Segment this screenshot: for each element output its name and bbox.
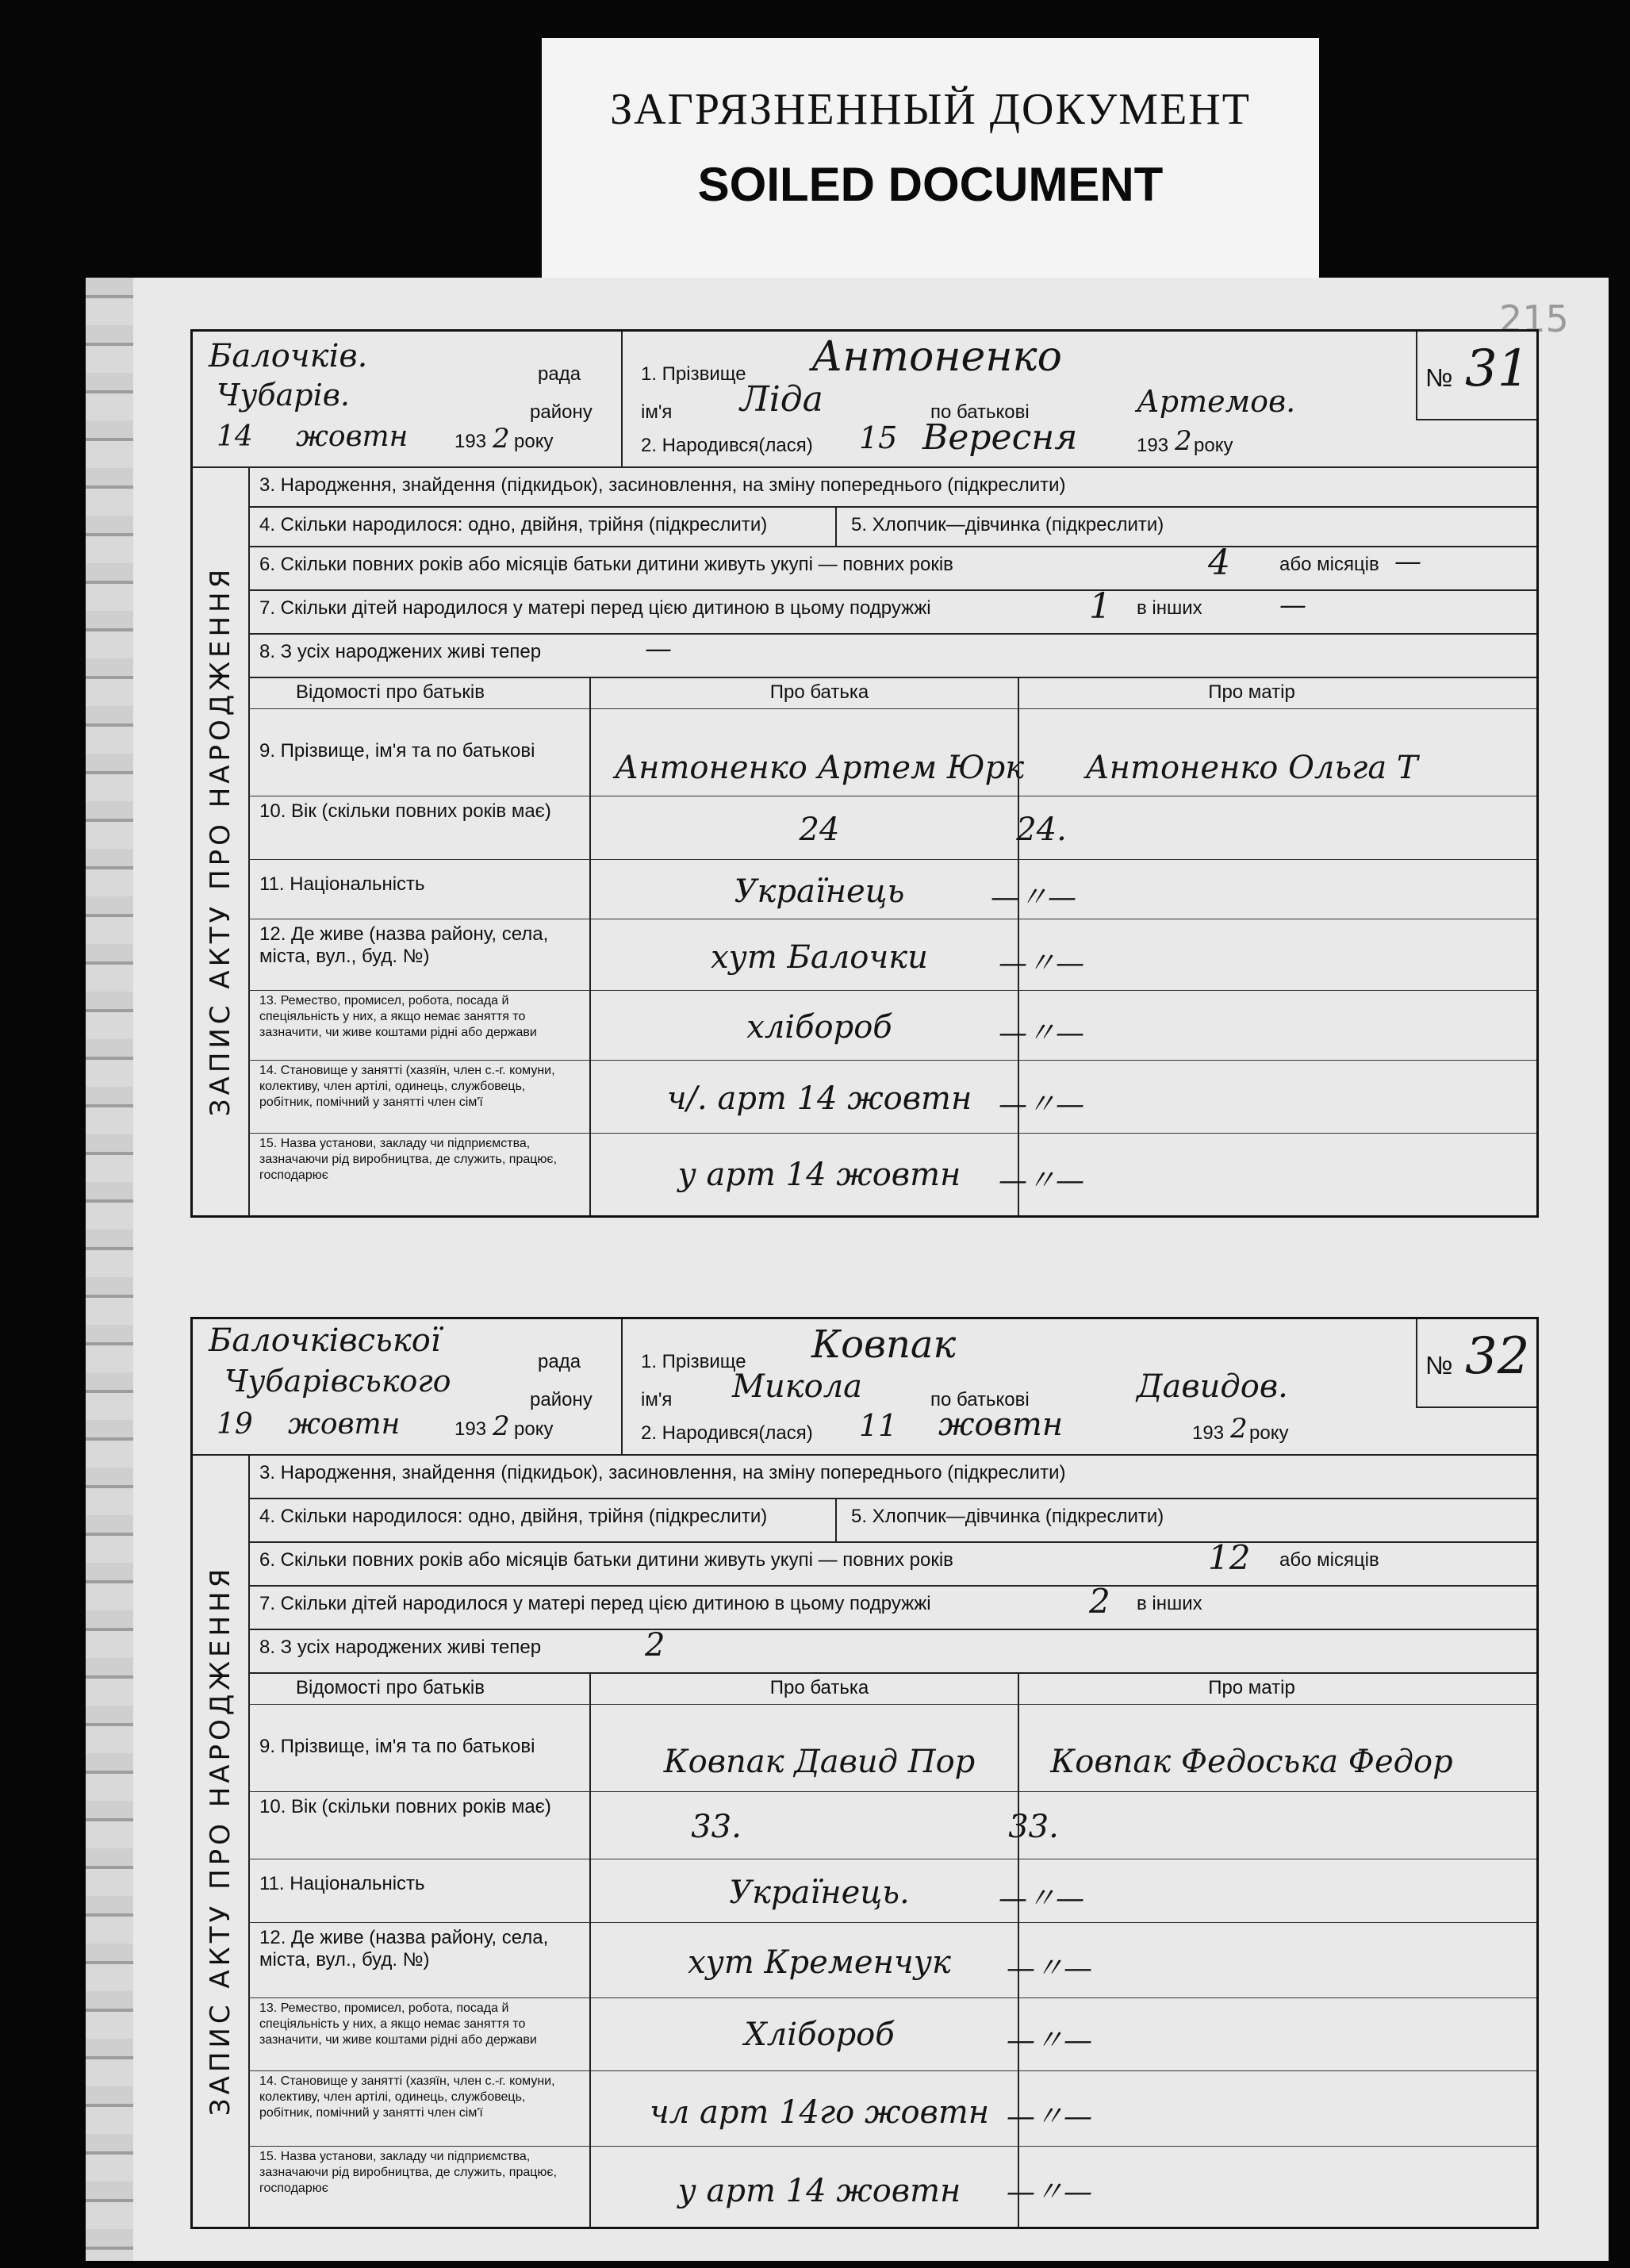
rada-label: рада <box>538 363 581 385</box>
rada-label: рада <box>538 1351 581 1372</box>
col-divider-1 <box>589 677 591 708</box>
row-12-label: 12. Де живе (назва району, села, міста, вул., буд. №) <box>259 923 549 967</box>
children-before: 1 <box>1089 586 1111 627</box>
item-6-months: або місяців <box>1279 1549 1379 1571</box>
father-nationality: Українець. <box>729 1875 910 1911</box>
label-english: SOILED DOCUMENT <box>697 158 1164 211</box>
rayon-label: району <box>530 401 593 423</box>
mother-name: Ковпак Федоська Федор <box>1050 1744 1453 1780</box>
col-mother: Про матір <box>1208 681 1295 703</box>
side-title: ЗАПИС АКТУ ПРО НАРОДЖЕННЯ <box>205 1564 236 2116</box>
row-9-label: 9. Прізвище, ім'я та по батькові <box>259 740 535 762</box>
row-name <box>248 708 1536 796</box>
birth-record-32 <box>190 1317 1539 2229</box>
row-11-label: 11. Національність <box>259 1873 425 1894</box>
mother-nationality: —〃— <box>990 881 1076 914</box>
row-nationality <box>248 1859 1536 1923</box>
parents-table-header <box>248 1672 1536 1705</box>
row-13-label: 13. Ремество, промисел, робота, посада й спеціяльність у них, а якщо немає заняття то зазначити, чи живе коштами рідні або держави <box>259 2001 537 2047</box>
row-residence <box>248 919 1536 991</box>
mother-workplace: —〃— <box>998 1165 1084 1197</box>
father-age: 33. <box>691 1809 742 1845</box>
col-divider <box>589 1704 591 1791</box>
item-8-row <box>248 1629 1536 1674</box>
patronymic-label: по батькові <box>930 1389 1030 1410</box>
father-occupation: Хлібороб <box>744 2017 895 2053</box>
item-8-row <box>248 633 1536 678</box>
item-7-row <box>248 1582 1536 1630</box>
item-8: 8. З усіх народжених живі тепер <box>259 641 542 662</box>
row-9-label: 9. Прізвище, ім'я та по батькові <box>259 1736 535 1757</box>
row-10-label: 10. Вік (скільки повних років має) <box>259 1796 551 1817</box>
mother-age: 24. <box>1016 812 1067 848</box>
roku-label: року <box>514 1418 554 1440</box>
months-together: — <box>1394 546 1421 578</box>
birth-month: жовтн <box>938 1406 1064 1443</box>
record-header <box>193 332 1536 468</box>
item-7: 7. Скільки дітей народилося у матері перед цією дитиною в цьому подружжі <box>259 597 931 619</box>
year-prefix: 193 <box>454 431 487 452</box>
roku-label: року <box>514 431 554 452</box>
col-divider-2 <box>1018 677 1019 708</box>
mother-workplace: —〃— <box>1006 2176 1092 2209</box>
birth-year: 2 <box>1175 425 1192 457</box>
child-name: Микола <box>732 1368 863 1405</box>
col-divider-2 <box>1018 1672 1019 1704</box>
item-6-row <box>248 1538 1536 1587</box>
item-3-row <box>248 1454 1536 1499</box>
rada-name: Балочків. <box>209 338 368 374</box>
father-position: ч/. арт 14 жовтн <box>666 1080 972 1117</box>
label-russian: ЗАГРЯЗНЕННЫЙ ДОКУМЕНТ <box>610 85 1251 134</box>
record-header <box>193 1319 1536 1456</box>
father-workplace: у арт 14 жовтн <box>677 1157 961 1193</box>
number-label: № <box>1425 1351 1453 1380</box>
col-mother: Про матір <box>1208 1677 1295 1698</box>
row-age <box>248 796 1536 860</box>
registration-block <box>193 332 623 466</box>
row-occupation <box>248 1997 1536 2071</box>
years-together: 4 <box>1208 543 1230 583</box>
col-info: Відомості про батьків <box>296 1677 485 1698</box>
row-occupation <box>248 990 1536 1061</box>
registration-year: 2 <box>493 423 510 455</box>
col-divider <box>589 1791 591 1859</box>
record-number: 32 <box>1465 1327 1530 1386</box>
item-4: 4. Скільки народилося: одно, двійня, трійня (підкреслити) <box>259 1506 768 1527</box>
col-info: Відомості про батьків <box>296 681 485 703</box>
item-4-5-divider <box>835 1498 837 1541</box>
rayon-name: Чубарівського <box>224 1364 451 1399</box>
birth-roku-label: року <box>1249 1422 1289 1444</box>
col-divider <box>589 1060 591 1133</box>
rayon-label: району <box>530 1389 593 1410</box>
side-title-column <box>193 466 250 1215</box>
mother-occupation: —〃— <box>998 1017 1084 1050</box>
birth-record-31 <box>190 329 1539 1218</box>
row-15-label: 15. Назва установи, закладу чи підприємства, зазначаючи рід виробництва, де служить, працює, господарює <box>259 1137 558 1182</box>
col-father: Про батька <box>769 681 869 703</box>
mother-position: —〃— <box>1006 2101 1092 2133</box>
row-position <box>248 2070 1536 2147</box>
item-7-row <box>248 586 1536 635</box>
father-residence: хут Балочки <box>711 939 928 976</box>
side-title: ЗАПИС АКТУ ПРО НАРОДЖЕННЯ <box>205 565 236 1117</box>
birth-year: 2 <box>1230 1413 1248 1445</box>
born-label: 2. Народився(лася) <box>641 1422 813 1444</box>
registration-month: жовтн <box>288 1408 401 1441</box>
row-11-label: 11. Національність <box>259 873 425 895</box>
years-together: 12 <box>1208 1538 1251 1577</box>
parents-table-header <box>248 677 1536 709</box>
mother-nationality: —〃— <box>998 1882 1084 1915</box>
item-7-other: в інших <box>1137 597 1202 619</box>
registration-day: 14 <box>217 420 253 453</box>
child-surname: Антоненко <box>811 333 1062 381</box>
birth-year-prefix: 193 <box>1137 435 1169 456</box>
rada-name: Балочківської <box>209 1322 441 1359</box>
col-divider <box>1018 708 1019 796</box>
birth-roku-label: року <box>1194 435 1233 456</box>
item-4-5-row <box>248 506 1536 547</box>
row-10-label: 10. Вік (скільки повних років має) <box>259 800 551 822</box>
row-workplace <box>248 2146 1536 2227</box>
row-13-label: 13. Ремество, промисел, робота, посада й спеціяльність у них, а якщо немає заняття то зазначити, чи живе коштами рідні або держави <box>259 994 537 1039</box>
col-divider <box>589 708 591 796</box>
patronymic-label: по батькові <box>930 401 1030 423</box>
item-6: 6. Скільки повних років або місяців батьки дитини живуть укупі — повних років <box>259 554 953 575</box>
registration-month: жовтн <box>296 420 408 453</box>
col-father: Про батька <box>769 1677 869 1698</box>
child-patronymic: Давидов. <box>1137 1368 1288 1405</box>
number-label: № <box>1425 363 1453 392</box>
year-prefix: 193 <box>454 1418 487 1440</box>
item-6-row <box>248 543 1536 591</box>
row-15-label: 15. Назва установи, закладу чи підприємства, зазначаючи рід виробництва, де служить, працює, господарює <box>259 2150 558 2195</box>
item-3: 3. Народження, знайдення (підкидьок), засиновлення, на зміну попереднього (підкреслити) <box>259 1462 1066 1483</box>
col-divider <box>589 1133 591 1215</box>
item-7-other: в інших <box>1137 1593 1202 1614</box>
col-divider <box>589 2070 591 2146</box>
col-divider <box>589 859 591 919</box>
item-4-5-row <box>248 1498 1536 1543</box>
children-before: 2 <box>1089 1582 1110 1621</box>
father-workplace: у арт 14 жовтн <box>677 2173 961 2209</box>
col-divider <box>589 1922 591 1997</box>
father-name: Антоненко Артем Юрк <box>614 750 1025 786</box>
row-name <box>248 1704 1536 1792</box>
row-workplace <box>248 1133 1536 1215</box>
row-residence <box>248 1922 1536 1998</box>
item-6-months: або місяців <box>1279 554 1379 575</box>
registration-year: 2 <box>493 1410 510 1442</box>
alive-now: 2 <box>645 1627 665 1664</box>
registration-day: 19 <box>217 1408 253 1441</box>
birth-year-prefix: 193 <box>1192 1422 1225 1444</box>
side-title-column <box>193 1454 250 2227</box>
item-8: 8. З усіх народжених живі тепер <box>259 1637 542 1658</box>
father-position: чл арт 14го жовтн <box>649 2094 990 2131</box>
mother-age: 33. <box>1008 1809 1059 1845</box>
record-number-box <box>1416 332 1536 420</box>
item-7: 7. Скільки дітей народилося у матері перед цією дитиною в цьому подружжі <box>259 1593 931 1614</box>
child-name: Ліда <box>740 379 823 420</box>
father-nationality: Українець <box>734 873 905 910</box>
binding-edge <box>86 278 133 2261</box>
child-surname: Ковпак <box>811 1322 957 1367</box>
alive-now: — <box>645 633 672 665</box>
father-occupation: хлібороб <box>746 1009 892 1046</box>
mother-residence: —〃— <box>998 947 1084 980</box>
archive-page-number: 215 <box>1499 297 1569 340</box>
col-divider <box>589 919 591 990</box>
item-4-5-divider <box>835 506 837 546</box>
mother-position: —〃— <box>998 1088 1084 1121</box>
name-label: ім'я <box>641 401 673 423</box>
item-4: 4. Скільки народилося: одно, двійня, трійня (підкреслити) <box>259 514 768 535</box>
father-age: 24 <box>799 812 840 848</box>
row-position <box>248 1060 1536 1134</box>
item-3-row <box>248 466 1536 508</box>
col-divider <box>589 1859 591 1922</box>
item-3: 3. Народження, знайдення (підкидьок), засиновлення, на зміну попереднього (підкреслити) <box>259 474 1066 496</box>
mother-name: Антоненко Ольга Т <box>1085 750 1418 786</box>
record-number-box <box>1416 1319 1536 1408</box>
mother-residence: —〃— <box>1006 1952 1092 1985</box>
children-other: — <box>1279 589 1306 621</box>
rayon-name: Чубарів. <box>217 378 350 413</box>
item-5: 5. Хлопчик—дівчинка (підкреслити) <box>851 1506 1164 1527</box>
row-age <box>248 1791 1536 1859</box>
col-divider <box>589 990 591 1060</box>
item-6: 6. Скільки повних років або місяців батьки дитини живуть укупі — повних років <box>259 1549 953 1571</box>
row-14-label: 14. Становище у занятті (хазяїн, член с.-г. комуни, колективу, член артілі, одинець, службовець, робітник, помічний у занятті член сім'ї <box>259 1064 555 1109</box>
row-12-label: 12. Де живе (назва району, села, міста, вул., буд. №) <box>259 1927 549 1971</box>
soiled-document-label <box>542 38 1319 300</box>
surname-label: 1. Прізвище <box>641 1351 746 1372</box>
birth-day: 15 <box>859 420 898 455</box>
father-name: Ковпак Давид Пор <box>663 1744 976 1780</box>
row-nationality <box>248 859 1536 919</box>
col-divider <box>589 2146 591 2227</box>
registration-block <box>193 1319 623 1454</box>
birth-month: Вересня <box>922 417 1078 458</box>
child-patronymic: Артемов. <box>1137 384 1296 419</box>
record-number: 31 <box>1465 340 1530 398</box>
birth-day: 11 <box>859 1408 898 1443</box>
surname-label: 1. Прізвище <box>641 363 746 385</box>
born-label: 2. Народився(лася) <box>641 435 813 456</box>
col-divider <box>589 1997 591 2070</box>
item-5: 5. Хлопчик—дівчинка (підкреслити) <box>851 514 1164 535</box>
father-residence: хут Кременчук <box>688 1944 951 1981</box>
name-label: ім'я <box>641 1389 673 1410</box>
row-14-label: 14. Становище у занятті (хазяїн, член с.-г. комуни, колективу, член артілі, одинець, службовець, робітник, помічний у занятті член сім'ї <box>259 2074 555 2120</box>
col-divider <box>1018 1704 1019 1791</box>
col-divider <box>589 796 591 859</box>
mother-occupation: —〃— <box>1006 2024 1092 2057</box>
col-divider-1 <box>589 1672 591 1704</box>
